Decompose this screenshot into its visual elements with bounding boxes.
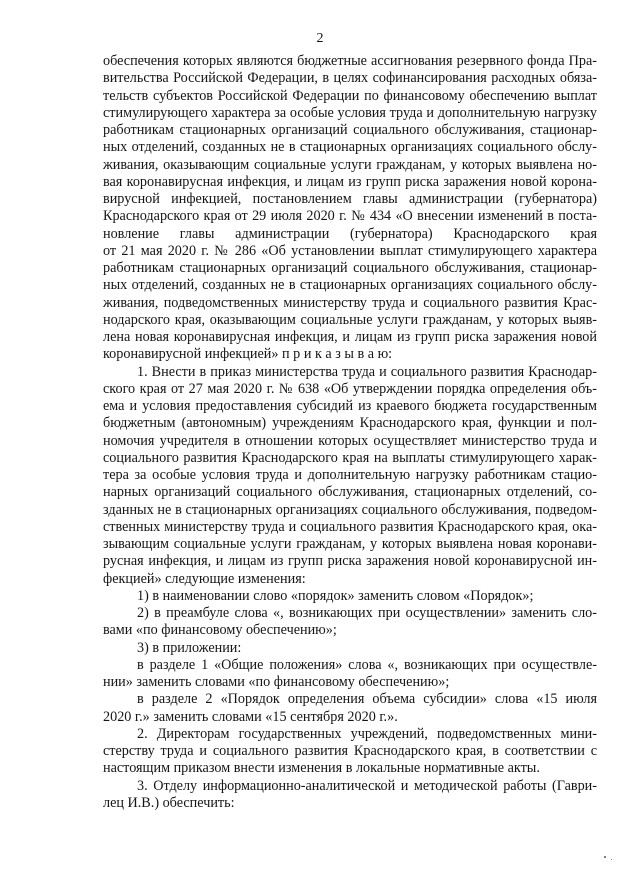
text-line: вами «по финансовому обеспечению»; — [103, 622, 337, 639]
text-line: 3) в приложении: — [137, 639, 242, 656]
page-number: 2 — [316, 31, 324, 46]
text-line: настоящим приказом внести изменения в локальные нормативные акты. — [103, 760, 540, 777]
text-line: лец И.В.) обеспечить: — [103, 794, 235, 811]
text-line: вительства Российской Федерации, в целях софинансирования расходных обяза- — [103, 70, 597, 87]
scan-speck — [604, 856, 606, 858]
text-line: 3. Отделу информационно-аналитической и методической работы (Гаври- — [137, 777, 597, 794]
text-line: фекцией» следующие изменения: — [103, 570, 306, 587]
text-line: русная инфекция, и лицам из групп риска заражения новой коронавирусной ин- — [103, 553, 597, 570]
text-line: в разделе 2 «Порядок определения объема субсидии» слова «15 июля — [137, 691, 597, 708]
text-line: живания, оказывающим социальные услуги гражданам, у которых выявлена но- — [103, 156, 597, 173]
text-line: стерству труда и социального развития Краснодарского края, в соответствии с — [103, 743, 597, 759]
text-line: тельств субъектов Российской Федерации по финансовому обеспечению выплат — [103, 87, 597, 104]
text-line: новление главы администрации (губернатора) Краснодарского края — [103, 225, 597, 242]
text-line: нодарского края, оказывающим социальные услуги гражданам, у которых выяв- — [103, 311, 597, 328]
text-line: 2) в преамбуле слова «, возникающих при осуществлении» заменить сло- — [137, 605, 597, 621]
text-line: вирусной инфекцией, постановлением главы администрации (губернатора) — [103, 191, 597, 207]
text-line: обеспечения которых являются бюджетные ассигнования резервного фонда Пра- — [103, 53, 597, 69]
text-line: ных отделений, созданных не в стационарных организациях социального обслу- — [103, 139, 597, 156]
text-line: работникам стационарных организаций социального обслуживания, стационар- — [103, 260, 597, 276]
text-line: вая коронавирусная инфекция, и лицам из групп риска заражения новой корона- — [103, 173, 597, 190]
text-line: тера за особые условия труда и дополнительную нагрузку работникам стацио- — [103, 467, 597, 483]
text-line: лена новая коронавирусная инфекция, и лицам из групп риска заражения новой — [103, 329, 597, 345]
text-line: зывающим социальные услуги гражданам, у которых выявлена новая коронави- — [103, 536, 597, 552]
text-line: ского края от 27 мая 2020 г. № 638 «Об утверждении порядка определения объ- — [103, 380, 597, 397]
text-line: Краснодарского края от 29 июля 2020 г. № 434 «О внесении изменений в поста- — [103, 208, 597, 225]
text-line: 1. Внести в приказ министерства труда и социального развития Краснодар- — [137, 363, 597, 380]
text-line: ема и условия предоставления субсидий из краевого бюджета государственным — [103, 398, 597, 414]
text-line: ных отделений, созданных не в стационарных организациях социального обслу- — [103, 277, 597, 294]
text-line: 2020 г.» заменить словами «15 сентября 2020 г.». — [103, 708, 398, 725]
text-line: нии» заменить словами «по финансовому обеспечению»; — [103, 674, 450, 690]
text-line: в разделе 1 «Общие положения» слова «, возникающих при осуществле- — [137, 656, 597, 673]
text-line: бюджетным (автономным) учреждениям Краснодарского края, функции и пол- — [103, 415, 597, 432]
text-line: 2. Директорам государственных учреждений, подведомственных мини- — [137, 725, 597, 742]
text-line: работникам стационарных организаций социального обслуживания, стационар- — [103, 122, 597, 138]
text-line: стимулирующего характера за особые условия труда и дополнительную нагрузку — [103, 104, 597, 121]
text-line: коронавирусной инфекцией» п р и к а з ы в а ю: — [103, 346, 393, 363]
text-line: ственных министерству труда и социального развития Краснодарского края, ока- — [103, 518, 597, 535]
text-line: от 21 мая 2020 г. № 286 «Об установлении выплат стимулирующего характера — [103, 242, 597, 259]
scan-speck — [611, 859, 612, 860]
body-text — [103, 53, 597, 812]
text-line: живания, подведомственных министерству труда и социального развития Крас- — [103, 294, 597, 311]
text-line: номочия учредителя в отношении которых осуществляет министерство труда и — [103, 432, 597, 449]
text-line: 1) в наименовании слово «порядок» заменить словом «Порядок»; — [137, 587, 534, 604]
text-line: зданных не в стационарных организациях социального обслуживания, подведом- — [103, 501, 597, 518]
text-line: социального развития Краснодарского края на выплаты стимулирующего харак- — [103, 449, 597, 466]
text-line: нарных организаций социального обслуживания, стационарных отделений, со- — [103, 484, 597, 501]
